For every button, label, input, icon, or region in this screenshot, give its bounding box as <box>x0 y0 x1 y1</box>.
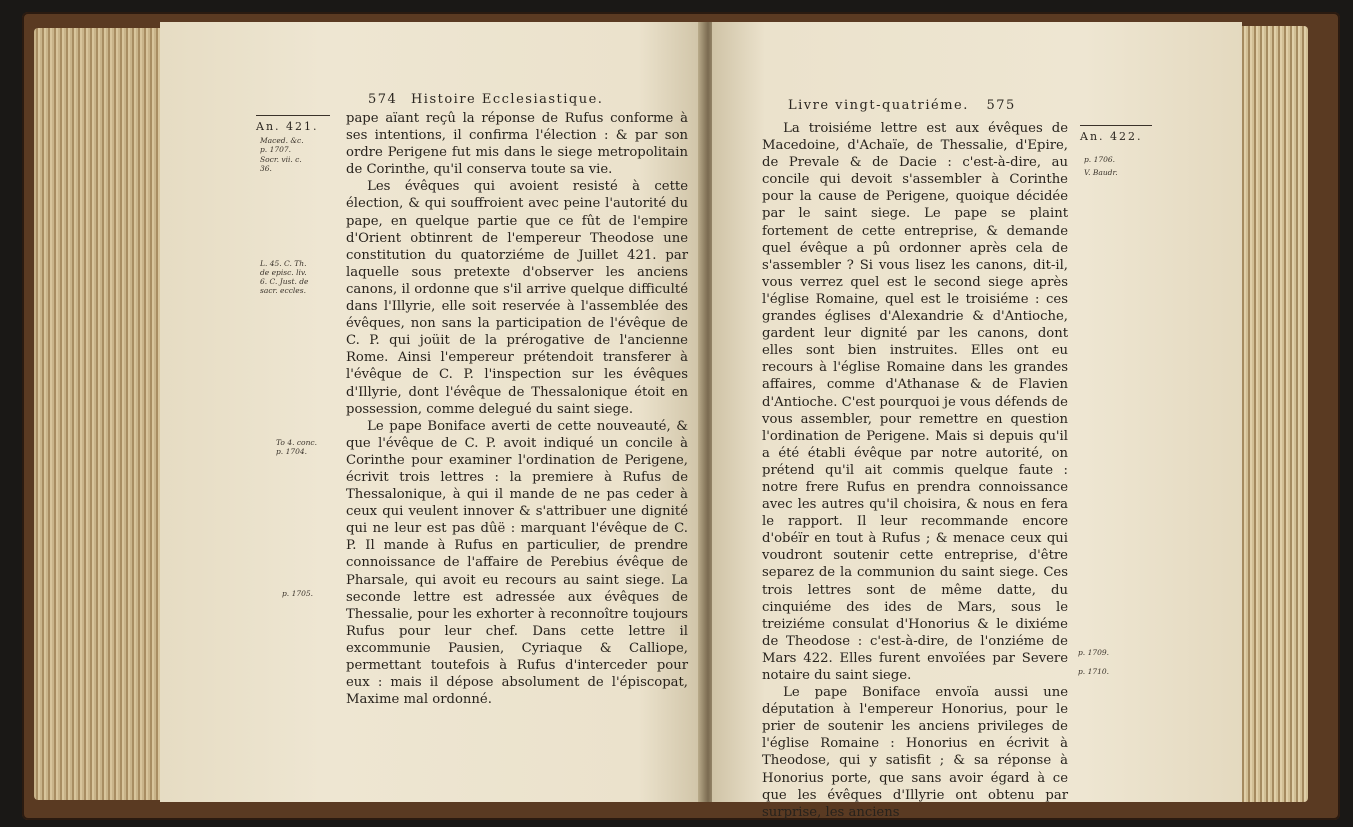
paragraph: Le pape Boniface envoïa aussi une députation à l'empereur Honorius, pour le prier de soutenir les anciens privileges de l'église Romaine : Honorius en écrivit à Theodose, qui y satisfit ; & sa réponse à Honorius porte, que sans avoir égard à ce que les évêques d'Illyrie ont obtenu par surprise, les anciens <box>762 685 1068 820</box>
right-running-head <box>788 98 1016 113</box>
margin-note: Maced. &c. p. 1707. <box>260 136 304 154</box>
page-edges-left <box>34 28 164 800</box>
left-running-head <box>368 92 603 107</box>
paragraph: pape aïant reçû la réponse de Rufus conforme à ses intentions, il confirma l'élection : & par son ordre Perigene fut mis dans le siege metropolitain de Corinthe, qu'il conserva toute sa vie. <box>346 111 688 178</box>
paragraph: Les évêques qui avoient resisté à cette élection, & qui souffroient avec peine l'autorité du pape, en quelque partie que ce fût de l'empire d'Orient obtinrent de l'empereur Theodose une constitution du quatorziéme de Juillet 421. par laquelle sous pretexte d'observer les anciens canons, il ordonne que s'il arrive quelque difficulté dans l'Illyrie, elle soit reservée à l'assemblée des évêques, non sans la participation de l'évêque de C. P. qui joüit de la prérogative de l'ancienne Rome. Ainsi l'empereur prétendoit transferer à l'évêque de C. P. l'inspection sur les évêques d'Illyrie, dont l'évêque de Thessalonique étoit en possession, comme delegué du saint siege. <box>346 179 688 417</box>
left-page <box>160 22 704 802</box>
left-body-text <box>346 110 688 708</box>
paragraph: La troisiéme lettre est aux évêques de Macedoine, d'Achaïe, de Thessalie, d'Epire, de Prevale & de Dacie : c'est-à-dire, au concile qui devoit s'assembler à Corinthe pour la cause de Perigene, quoique décidée par le saint siege. Le pape se plaint fortement de cette entreprise, & demande quel évêque a pû ordonner après cela de s'assembler ? Si vous lisez les canons, dit-il, vous verrez quel est le second siege après l'église Romaine, quel est le troisiéme : ces grandes églises d'Alexandrie & d'Antioche, gardent leur dignité par les canons, dont elles sont bien instruites. Elles ont eu recours à l'église Romaine dans les grandes affaires, comme d'Athanase & de Flavien d'Antioche. C'est pourquoi je vous défends de vous assembler, pour remettre en question l'ordination de Perigene. Mais si depuis qu'il a été établi évêque par notre autorité, on prétend qu'il ait commis quelque faute : notre frere Rufus en prendra connoissance avec les autres qu'il choisira, & nous en fera le rapport. Il leur recommande encore d'obéïr en tout à Rufus ; & menace ceux qui voudront soutenir cette entreprise, d'être separez de la communion du saint siege. Ces trois lettres sont de même datte, du cinquiéme des ides de Mars, sous le treiziéme consulat d'Honorius & le dixiéme de Theodose : c'est-à-dire, de l'onziéme de Mars 422. Elles furent envoïées par Severe notaire du saint siege. <box>762 121 1068 683</box>
right-page <box>712 22 1242 820</box>
right-running-title: Livre vingt-quatriéme. <box>788 98 969 113</box>
margin-note: p. 1705. <box>282 589 314 598</box>
year-rule <box>1080 125 1152 126</box>
right-page-number: 575 <box>986 98 1016 113</box>
left-year: An. 421. <box>256 120 319 133</box>
margin-note: V. Baudr. <box>1084 168 1118 177</box>
page-edges-right <box>1240 26 1308 802</box>
right-year: An. 422. <box>1080 130 1143 143</box>
margin-note: p. 1709. <box>1078 648 1110 657</box>
margin-note: To 4. conc. p. 1704. <box>276 438 317 456</box>
left-running-title: Histoire Ecclesiastique. <box>410 92 604 107</box>
paragraph: Le pape Boniface averti de cette nouveauté, & que l'évêque de C. P. avoit indiqué un concile à Corinthe pour examiner l'ordination de Perigene, écrivit trois lettres : la premiere à Rufus de Thessalonique, à qui il mande de ne pas ceder à ceux qui veulent innover & s'attribuer une dignité qui ne leur est pas dûë : marquant l'évêque de C. P. Il mande à Rufus en particulier, de prendre connoissance de l'affaire de Perebius évêque de Pharsale, qui avoit eu recours au saint siege. La seconde lettre est adressée aux évêques de Thessalie, pour les exhorter à reconnoître toujours Rufus pour leur chef. Dans cette lettre il excommunie Pausien, Cyriaque & Calliope, permettant toutefois à Rufus d'interceder pour eux : mais il dépose absolument de l'épiscopat, Maxime mal ordonné. <box>346 418 688 708</box>
right-body-text <box>762 120 1068 821</box>
margin-note: p. 1706. <box>1084 155 1116 164</box>
margin-note: Socr. vii. c. 36. <box>260 155 302 173</box>
year-rule <box>256 115 330 116</box>
margin-note: p. 1710. <box>1078 667 1110 676</box>
left-page-number: 574 <box>368 92 398 107</box>
margin-note: L. 45. C. Th. de episc. liv. 6. C. Just. de sacr. eccles. <box>260 259 309 295</box>
